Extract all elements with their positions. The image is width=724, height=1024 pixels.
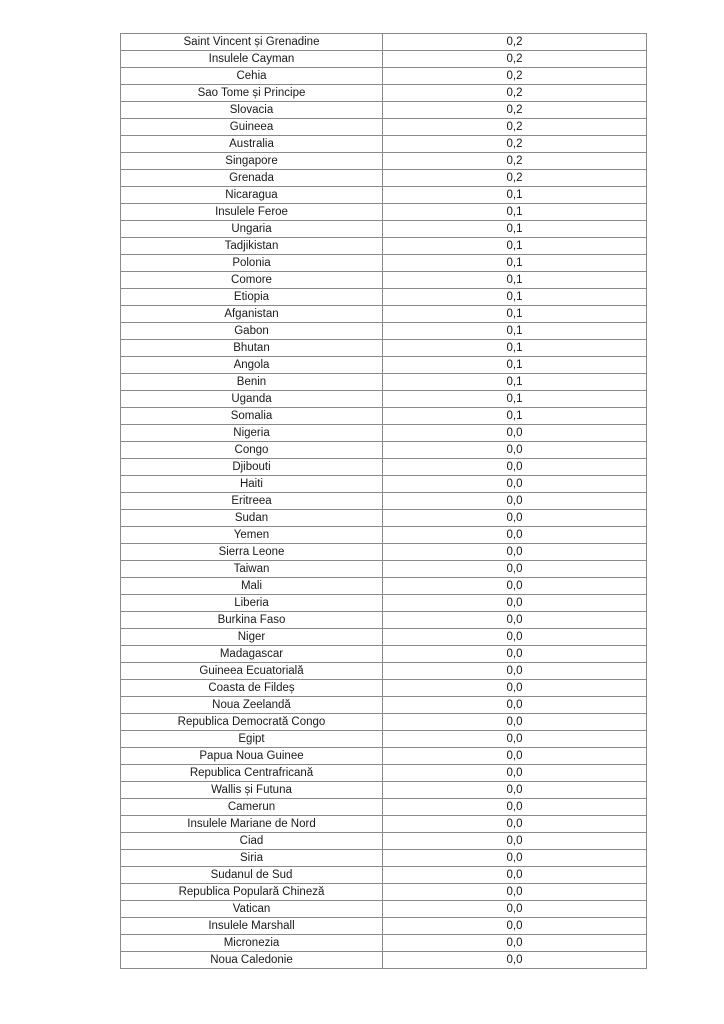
table-row — [121, 391, 647, 408]
country-cell: Benin — [121, 374, 383, 391]
table-row — [121, 527, 647, 544]
table-row — [121, 153, 647, 170]
table-row — [121, 340, 647, 357]
country-cell: Grenada — [121, 170, 383, 187]
value-cell: 0,0 — [383, 884, 647, 901]
country-cell: Comore — [121, 272, 383, 289]
table-body — [121, 34, 647, 969]
value-cell: 0,0 — [383, 901, 647, 918]
country-cell: Siria — [121, 850, 383, 867]
country-cell: Yemen — [121, 527, 383, 544]
value-cell: 0,2 — [383, 85, 647, 102]
country-cell: Afganistan — [121, 306, 383, 323]
country-cell: Uganda — [121, 391, 383, 408]
country-cell: Haiti — [121, 476, 383, 493]
country-cell: Tadjikistan — [121, 238, 383, 255]
value-cell: 0,0 — [383, 748, 647, 765]
value-cell: 0,2 — [383, 34, 647, 51]
table-row — [121, 663, 647, 680]
table-row — [121, 306, 647, 323]
country-cell: Liberia — [121, 595, 383, 612]
table-row — [121, 272, 647, 289]
table-row — [121, 867, 647, 884]
country-cell: Australia — [121, 136, 383, 153]
table-row — [121, 357, 647, 374]
value-cell: 0,0 — [383, 663, 647, 680]
country-cell: Papua Noua Guinee — [121, 748, 383, 765]
country-cell: Vatican — [121, 901, 383, 918]
table-row — [121, 459, 647, 476]
table-row — [121, 935, 647, 952]
value-cell: 0,2 — [383, 119, 647, 136]
country-cell: Guineea Ecuatorială — [121, 663, 383, 680]
table-row — [121, 731, 647, 748]
value-cell: 0,1 — [383, 255, 647, 272]
table-row — [121, 629, 647, 646]
table-row — [121, 901, 647, 918]
value-cell: 0,0 — [383, 731, 647, 748]
table-row — [121, 170, 647, 187]
table-row — [121, 493, 647, 510]
table-row — [121, 510, 647, 527]
value-cell: 0,0 — [383, 578, 647, 595]
country-cell: Etiopia — [121, 289, 383, 306]
country-cell: Sudan — [121, 510, 383, 527]
value-cell: 0,0 — [383, 799, 647, 816]
country-cell: Sudanul de Sud — [121, 867, 383, 884]
country-cell: Gabon — [121, 323, 383, 340]
value-cell: 0,1 — [383, 374, 647, 391]
value-cell: 0,0 — [383, 646, 647, 663]
country-cell: Somalia — [121, 408, 383, 425]
value-cell: 0,1 — [383, 187, 647, 204]
value-cell: 0,2 — [383, 170, 647, 187]
table-row — [121, 833, 647, 850]
table-row — [121, 578, 647, 595]
country-cell: Ciad — [121, 833, 383, 850]
value-cell: 0,1 — [383, 306, 647, 323]
value-cell: 0,2 — [383, 102, 647, 119]
table-row — [121, 442, 647, 459]
value-cell: 0,1 — [383, 272, 647, 289]
country-cell: Burkina Faso — [121, 612, 383, 629]
value-cell: 0,1 — [383, 238, 647, 255]
table-row — [121, 238, 647, 255]
country-cell: Nicaragua — [121, 187, 383, 204]
country-cell: Noua Zeelandă — [121, 697, 383, 714]
table-row — [121, 374, 647, 391]
value-cell: 0,1 — [383, 323, 647, 340]
country-cell: Camerun — [121, 799, 383, 816]
value-cell: 0,0 — [383, 816, 647, 833]
value-cell: 0,0 — [383, 442, 647, 459]
table-row — [121, 884, 647, 901]
table-row — [121, 561, 647, 578]
country-cell: Insulele Marshall — [121, 918, 383, 935]
value-cell: 0,0 — [383, 476, 647, 493]
value-cell: 0,0 — [383, 935, 647, 952]
country-value-table — [120, 33, 647, 969]
table-row — [121, 544, 647, 561]
country-cell: Republica Democrată Congo — [121, 714, 383, 731]
table-row — [121, 714, 647, 731]
country-cell: Polonia — [121, 255, 383, 272]
value-cell: 0,1 — [383, 408, 647, 425]
country-cell: Niger — [121, 629, 383, 646]
table-row — [121, 136, 647, 153]
value-cell: 0,0 — [383, 493, 647, 510]
country-cell: Sierra Leone — [121, 544, 383, 561]
table-row — [121, 612, 647, 629]
table-row — [121, 289, 647, 306]
country-cell: Saint Vincent și Grenadine — [121, 34, 383, 51]
value-cell: 0,0 — [383, 765, 647, 782]
country-cell: Congo — [121, 442, 383, 459]
value-cell: 0,0 — [383, 595, 647, 612]
table-row — [121, 918, 647, 935]
value-cell: 0,0 — [383, 612, 647, 629]
table-row — [121, 646, 647, 663]
country-cell: Republica Centrafricană — [121, 765, 383, 782]
country-cell: Noua Caledonie — [121, 952, 383, 969]
table-row — [121, 425, 647, 442]
country-cell: Madagascar — [121, 646, 383, 663]
country-cell: Taiwan — [121, 561, 383, 578]
table-row — [121, 952, 647, 969]
value-cell: 0,0 — [383, 629, 647, 646]
value-cell: 0,0 — [383, 425, 647, 442]
country-cell: Djibouti — [121, 459, 383, 476]
table-row — [121, 476, 647, 493]
table-row — [121, 51, 647, 68]
value-cell: 0,2 — [383, 136, 647, 153]
value-cell: 0,0 — [383, 510, 647, 527]
value-cell: 0,0 — [383, 918, 647, 935]
country-cell: Egipt — [121, 731, 383, 748]
table-row — [121, 680, 647, 697]
value-cell: 0,2 — [383, 51, 647, 68]
country-cell: Angola — [121, 357, 383, 374]
country-cell: Singapore — [121, 153, 383, 170]
value-cell: 0,1 — [383, 391, 647, 408]
country-cell: Micronezia — [121, 935, 383, 952]
country-cell: Coasta de Fildeș — [121, 680, 383, 697]
value-cell: 0,1 — [383, 340, 647, 357]
table-row — [121, 816, 647, 833]
value-cell: 0,0 — [383, 680, 647, 697]
table-row — [121, 102, 647, 119]
table-row — [121, 408, 647, 425]
table-row — [121, 34, 647, 51]
table-row — [121, 765, 647, 782]
value-cell: 0,0 — [383, 782, 647, 799]
value-cell: 0,1 — [383, 221, 647, 238]
value-cell: 0,0 — [383, 459, 647, 476]
value-cell: 0,1 — [383, 357, 647, 374]
value-cell: 0,0 — [383, 561, 647, 578]
value-cell: 0,0 — [383, 867, 647, 884]
value-cell: 0,0 — [383, 697, 647, 714]
value-cell: 0,1 — [383, 204, 647, 221]
value-cell: 0,0 — [383, 850, 647, 867]
value-cell: 0,1 — [383, 289, 647, 306]
table-row — [121, 782, 647, 799]
value-cell: 0,0 — [383, 833, 647, 850]
country-cell: Sao Tome și Principe — [121, 85, 383, 102]
table-row — [121, 595, 647, 612]
value-cell: 0,0 — [383, 714, 647, 731]
country-cell: Insulele Feroe — [121, 204, 383, 221]
country-cell: Guineea — [121, 119, 383, 136]
country-cell: Mali — [121, 578, 383, 595]
table-row — [121, 119, 647, 136]
country-cell: Bhutan — [121, 340, 383, 357]
country-cell: Slovacia — [121, 102, 383, 119]
value-cell: 0,0 — [383, 952, 647, 969]
value-cell: 0,0 — [383, 544, 647, 561]
table-row — [121, 748, 647, 765]
country-cell: Cehia — [121, 68, 383, 85]
country-cell: Ungaria — [121, 221, 383, 238]
country-cell: Eritreea — [121, 493, 383, 510]
country-cell: Insulele Mariane de Nord — [121, 816, 383, 833]
country-cell: Nigeria — [121, 425, 383, 442]
table-row — [121, 697, 647, 714]
country-cell: Wallis și Futuna — [121, 782, 383, 799]
table-row — [121, 255, 647, 272]
table-row — [121, 204, 647, 221]
value-cell: 0,2 — [383, 153, 647, 170]
value-cell: 0,2 — [383, 68, 647, 85]
table-row — [121, 221, 647, 238]
country-cell: Republica Populară Chineză — [121, 884, 383, 901]
value-cell: 0,0 — [383, 527, 647, 544]
table-row — [121, 85, 647, 102]
table-row — [121, 850, 647, 867]
country-cell: Insulele Cayman — [121, 51, 383, 68]
table-row — [121, 799, 647, 816]
table-row — [121, 323, 647, 340]
table-row — [121, 68, 647, 85]
table-row — [121, 187, 647, 204]
